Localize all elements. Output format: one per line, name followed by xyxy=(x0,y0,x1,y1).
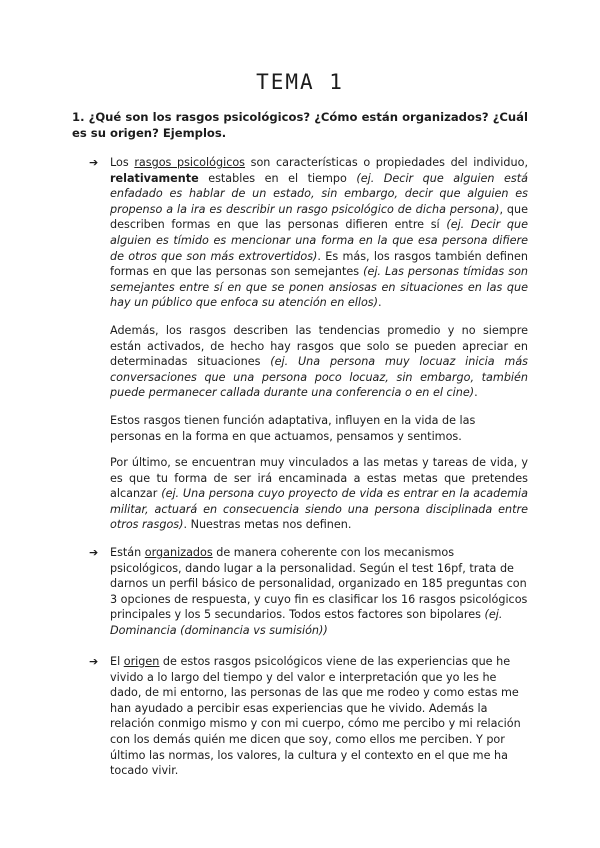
question-heading: 1. ¿Qué son los rasgos psicológicos? ¿Cómo están organizados? ¿Cuál es su origen? Ejemplos. xyxy=(72,110,528,140)
arrow-bullet-icon: ➔ xyxy=(89,546,99,559)
paragraph-tendencias: Además, los rasgos describen las tendencias promedio y no siempre están activados, de hecho hay rasgos que solo se pueden apreciar en determinadas situaciones (ej. Una persona muy locuaz inicia más conversaciones que una persona poco locuaz, sin embargo, también puede permanecer callada durante una conferencia o en el cine). xyxy=(110,324,528,400)
paragraph-funcion-adaptativa: Estos rasgos tienen función adaptativa, influyen en la vida de las personas en la forma en que actuamos, pensamos y sentimos. xyxy=(110,414,476,443)
paragraph-origen: El origen de estos rasgos psicológicos viene de las experiencias que he vivido a lo largo del tiempo y del valor e interpretación que yo les he dado, de mi entorno, las personas de las que me rodeo y como estas me han ayudado a percibir esas experiencias que he vivido. Además la relación conmigo mismo y con mi cuerpo, cómo me percibo y mi relación con los demás quién me dicen que soy, como ellos me perciben. Y por último las normas, los valores, la cultura y el contexto en el que me ha tocado vivir. xyxy=(110,655,521,778)
arrow-bullet-icon: ➔ xyxy=(89,156,99,169)
document-title: TEMA 1 xyxy=(256,70,344,94)
arrow-bullet-icon: ➔ xyxy=(89,655,99,668)
paragraph-metas: Por último, se encuentran muy vinculados a las metas y tareas de vida, y es que tu forma de ser irá encaminada a estas metas que pretendes alcanzar (ej. Una persona cuyo proyecto de vida es entrar en la academia militar, actuará en consecuencia siendo una persona disciplinada entre otros rasgos). Nuestras metas nos definen. xyxy=(110,456,528,532)
paragraph-rasgos-definition: Los rasgos psicológicos son características o propiedades del individuo, relativamente estables en el tiempo (ej. Decir que alguien está enfadado es hablar de un estado, sin embargo, decir que alguien es propenso a la ira es describir un rasgo psicológico de dicha persona), que describen formas en que las personas difieren entre sí (ej. Decir que alguien es tímido es mencionar una forma en la que esa persona difiere de otros que son más extrovertidos). Es más, los rasgos también definen formas en que las personas son semejantes (ej. Las personas tímidas son semejantes entre sí en que se ponen ansiosas en situaciones en las que hay un público que enfoca su atención en ellos). xyxy=(110,156,529,310)
paragraph-organizacion: Están organizados de manera coherente con los mecanismos psicológicos, dando lugar a la personalidad. Según el test 16pf, trata de darnos un perfil básico de personalidad, organizado en 185 preguntas con 3 opciones de respuesta, y cuyo fin es clasificar los 16 rasgos psicológicos principales y los 5 secundarios. Todos estos factores son bipolares (ej. Dominancia (dominancia vs sumisión)) xyxy=(110,546,528,637)
